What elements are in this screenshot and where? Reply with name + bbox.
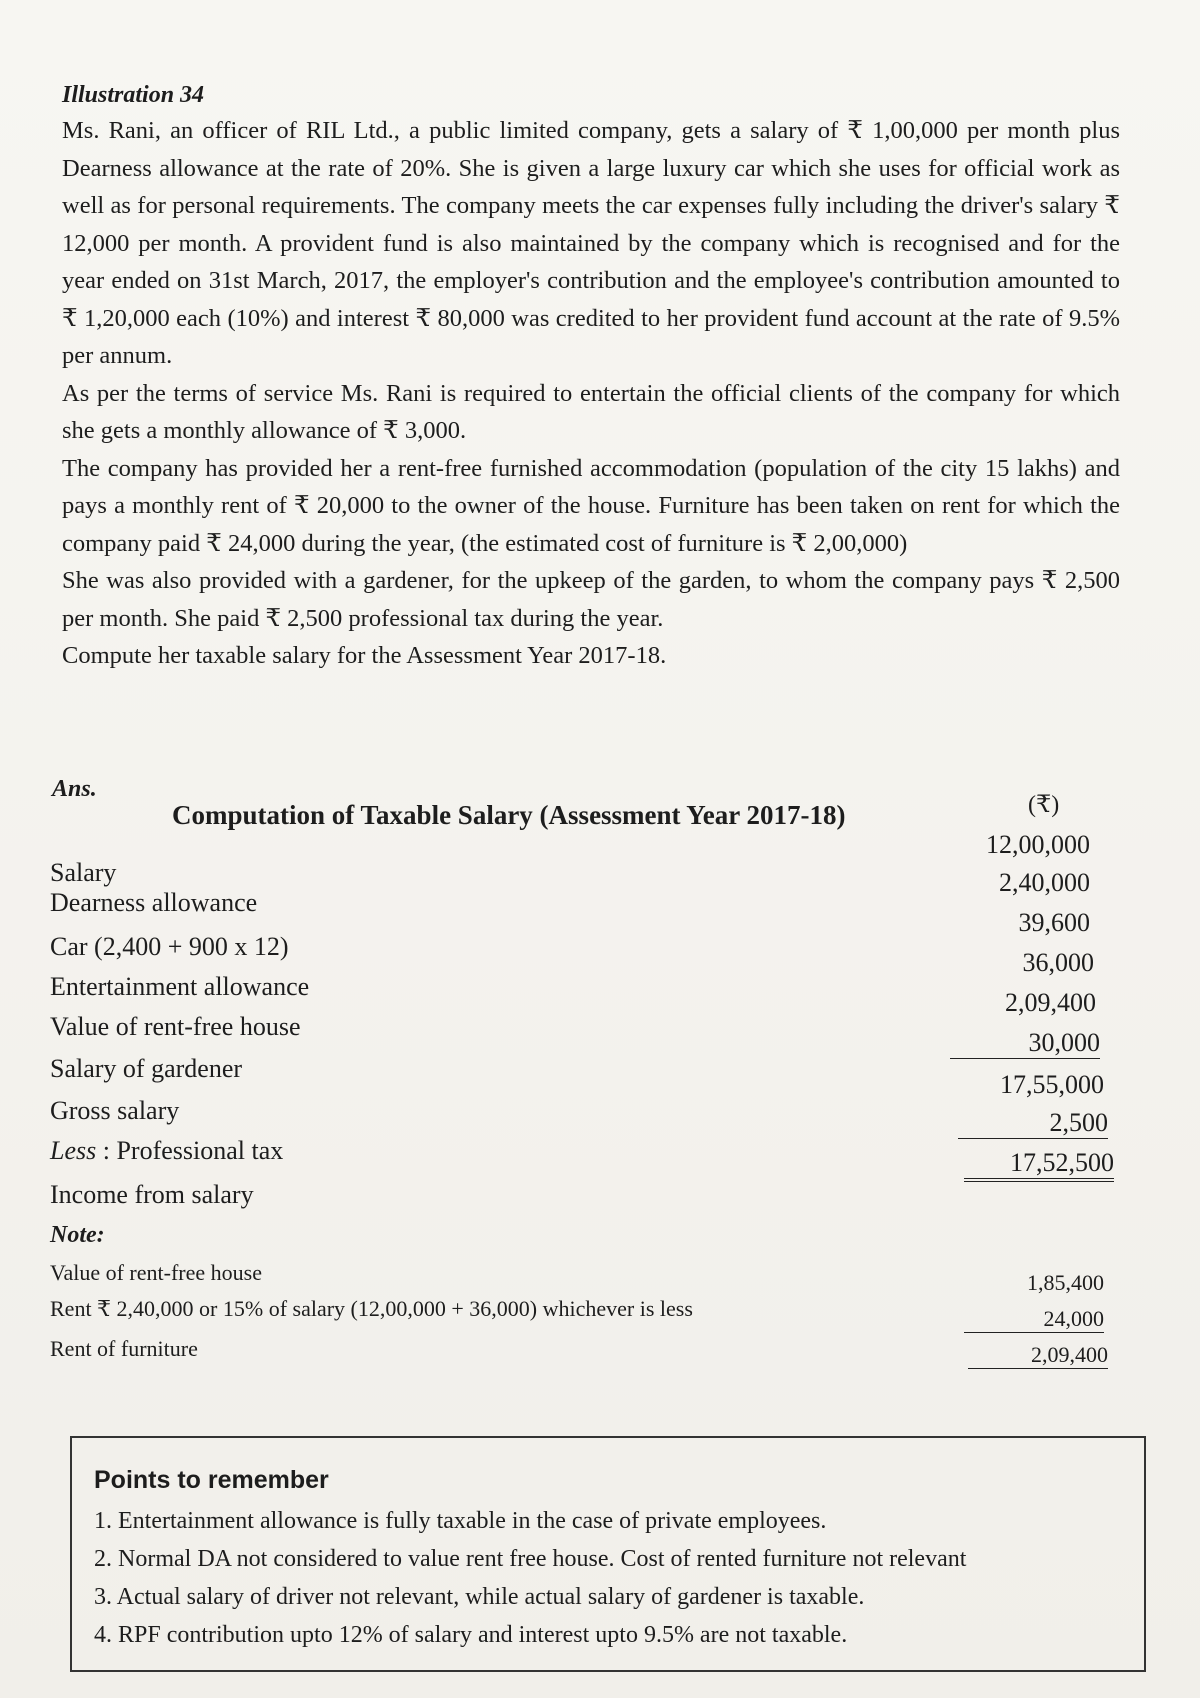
note-amount: 24,000 [964, 1306, 1104, 1333]
row-amount: 30,000 [950, 1028, 1100, 1059]
problem-paragraph: She was also provided with a gardener, for the upkeep of the garden, to whom the company pays ₹ 2,500 per month. She paid ₹ 2,500 professional tax during the year. [62, 567, 1120, 632]
row-label: Gross salary [50, 1096, 180, 1125]
problem-paragraph: Compute her taxable salary for the Assessment Year 2017-18. [62, 642, 667, 669]
row-label: Car (2,400 + 900 x 12) [50, 932, 289, 961]
row-amount: 17,52,500 [964, 1148, 1114, 1182]
row-label: Entertainment allowance [50, 972, 310, 1001]
list-item: 3. Actual salary of driver not relevant, while actual salary of gardener is taxable. [94, 1584, 865, 1610]
illustration-title: Illustration 34 [62, 82, 205, 108]
row-label: Income from salary [50, 1180, 254, 1209]
list-item: 1. Entertainment allowance is fully taxable in the case of private employees. [94, 1508, 827, 1534]
points-list [94, 1502, 966, 1654]
row-amount: 39,600 [1018, 908, 1090, 937]
problem-text [62, 112, 1120, 675]
points-heading: Points to remember [94, 1466, 329, 1494]
problem-paragraph: Ms. Rani, an officer of RIL Ltd., a public limited company, gets a salary of ₹ 1,00,000 per month plus Dearness allowance at the rate of 20%. She is given a large luxury car which she uses for official work as well as for personal requirements. The company meets the car expenses fully including the driver's salary ₹ 12,000 per month. A provident fund is also maintained by the company which is recognised and for the year ended on 31st March, 2017, the employer's contribution and the employee's contribution amounted to ₹ 1,20,000 each (10%) and interest ₹ 80,000 was credited to her provident fund account at the rate of 9.5% per annum. [62, 117, 1120, 369]
problem-paragraph: The company has provided her a rent-free furnished accommodation (population of the city 15 lakhs) and pays a monthly rent of ₹ 20,000 to the owner of the house. Furniture has been taken on rent for which the company paid ₹ 24,000 during the year, (the estimated cost of furniture is ₹ 2,00,000) [62, 454, 1120, 557]
row-amount: 36,000 [1022, 948, 1094, 977]
less-label: Less [50, 1136, 97, 1165]
row-label: Dearness allowance [50, 888, 258, 917]
note-line: Value of rent-free house [50, 1260, 262, 1285]
row-amount: 12,00,000 [986, 830, 1090, 859]
note-total: 2,09,400 [968, 1342, 1108, 1369]
row-label: Value of rent-free house [50, 1012, 301, 1041]
problem-paragraph: As per the terms of service Ms. Rani is required to entertain the official clients of the company for which she gets a monthly allowance of ₹ 3,000. [62, 379, 1120, 444]
row-amount: 17,55,000 [1000, 1070, 1104, 1099]
currency-label: (₹) [1028, 792, 1060, 818]
row-amount: 2,40,000 [999, 868, 1090, 897]
row-amount: 2,09,400 [1005, 988, 1096, 1017]
list-item: 4. RPF contribution upto 12% of salary and interest upto 9.5% are not taxable. [94, 1622, 848, 1648]
list-item: 2. Normal DA not considered to value rent free house. Cost of rented furniture not relevant [94, 1546, 967, 1572]
note-line: Rent ₹ 2,40,000 or 15% of salary (12,00,000 + 36,000) whichever is less [50, 1296, 693, 1321]
note-line: Rent of furniture [50, 1336, 198, 1361]
row-label: Salary of gardener [50, 1054, 243, 1083]
note-amount: 1,85,400 [1027, 1270, 1104, 1295]
points-to-remember-box [70, 1436, 1146, 1672]
answer-label: Ans. [52, 776, 97, 802]
note-title: Note: [50, 1222, 105, 1248]
computation-title: Computation of Taxable Salary (Assessment Year 2017-18) [172, 800, 846, 830]
row-label: Less : Professional tax [50, 1136, 284, 1165]
row-label: Salary [50, 858, 117, 887]
row-amount: 2,500 [958, 1108, 1108, 1139]
